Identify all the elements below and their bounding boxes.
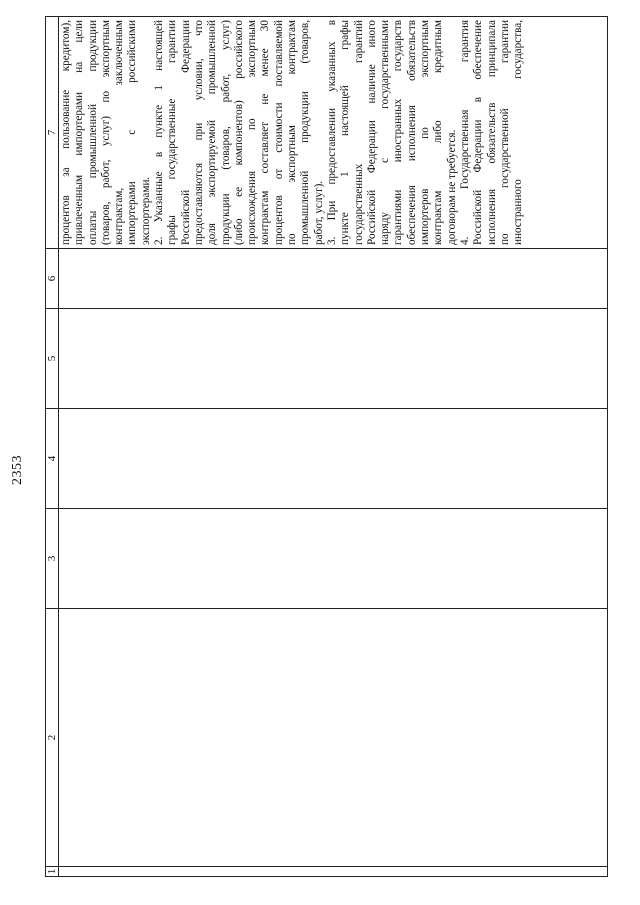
text-line: обеспечения исполнения обязательств	[405, 20, 418, 245]
text-line: по государственной гарантии	[498, 20, 511, 245]
column-header-3: 3	[46, 509, 59, 609]
text-line: оплаты промышленной продукции	[86, 20, 99, 245]
column-7-text	[59, 17, 525, 248]
text-line: контрактам либо кредитным	[432, 20, 445, 245]
header-row	[46, 17, 59, 877]
cell-col-6	[59, 249, 608, 309]
text-line: предоставляются при условии, что	[192, 20, 205, 245]
text-line: 2. Указанные в пункте 1 настоящей	[153, 20, 166, 245]
text-line: графы государственные гарантии	[166, 20, 179, 245]
text-line: Российской Федерации в обеспечение	[472, 20, 485, 245]
text-line: Российской Федерации наличие иного	[365, 20, 378, 245]
page-number: 2353	[10, 455, 25, 485]
text-line: промышленной продукции (товаров,	[299, 20, 312, 245]
column-header-2: 2	[46, 609, 59, 867]
column-header-1: 1	[46, 867, 59, 877]
text-line: импортеров по экспортным	[419, 20, 432, 245]
text-line: контрактам составляет не менее 30	[259, 20, 272, 245]
column-header-5: 5	[46, 309, 59, 409]
text-line: происхождения по экспортным	[246, 20, 259, 245]
column-header-6: 6	[46, 249, 59, 309]
text-line: иностранного государства,	[512, 20, 525, 245]
column-header-4: 4	[46, 409, 59, 509]
text-line: 4. Государственная гарантия	[458, 20, 471, 245]
text-line: гарантиями иностранных государств	[392, 20, 405, 245]
text-line: по экспортным контрактам	[286, 20, 299, 245]
text-line: контрактам, заключенным	[113, 20, 126, 245]
body-row	[59, 17, 608, 877]
document-table	[45, 16, 608, 877]
text-line: процентов от стоимости поставляемой	[272, 20, 285, 245]
text-line: продукции (товаров, работ, услуг)	[219, 20, 232, 245]
text-line: наряду с государственными	[379, 20, 392, 245]
text-line: Российской Федерации	[179, 20, 192, 245]
text-line: (либо ее компонентов) российского	[232, 20, 245, 245]
cell-col-7	[59, 17, 608, 249]
column-header-7: 7	[46, 17, 59, 249]
text-line: привлеченным импортерами на цели	[73, 20, 86, 245]
cell-col-4	[59, 409, 608, 509]
text-line: импортерами с российскими	[126, 20, 139, 245]
text-line: работ, услуг).	[312, 180, 325, 245]
text-line: (товаров, работ, услуг) по экспортным	[99, 20, 112, 245]
text-line: договорам не требуется.	[445, 129, 458, 245]
text-line: экспортерами.	[139, 176, 152, 245]
text-line: исполнения обязательств принципала	[485, 20, 498, 245]
cell-col-2	[59, 609, 608, 867]
text-line: процентов за пользование кредитом),	[60, 20, 72, 245]
cell-col-1	[59, 867, 608, 877]
text-line: пункте 1 настоящей графы	[339, 20, 352, 245]
text-line: доля экспортируемой промышленной	[206, 20, 219, 245]
rotated-document	[0, 15, 610, 885]
cell-col-3	[59, 509, 608, 609]
text-line: государственных гарантий	[352, 20, 365, 245]
cell-col-5	[59, 309, 608, 409]
text-line: 3. При предоставлении указанных в	[325, 20, 338, 245]
